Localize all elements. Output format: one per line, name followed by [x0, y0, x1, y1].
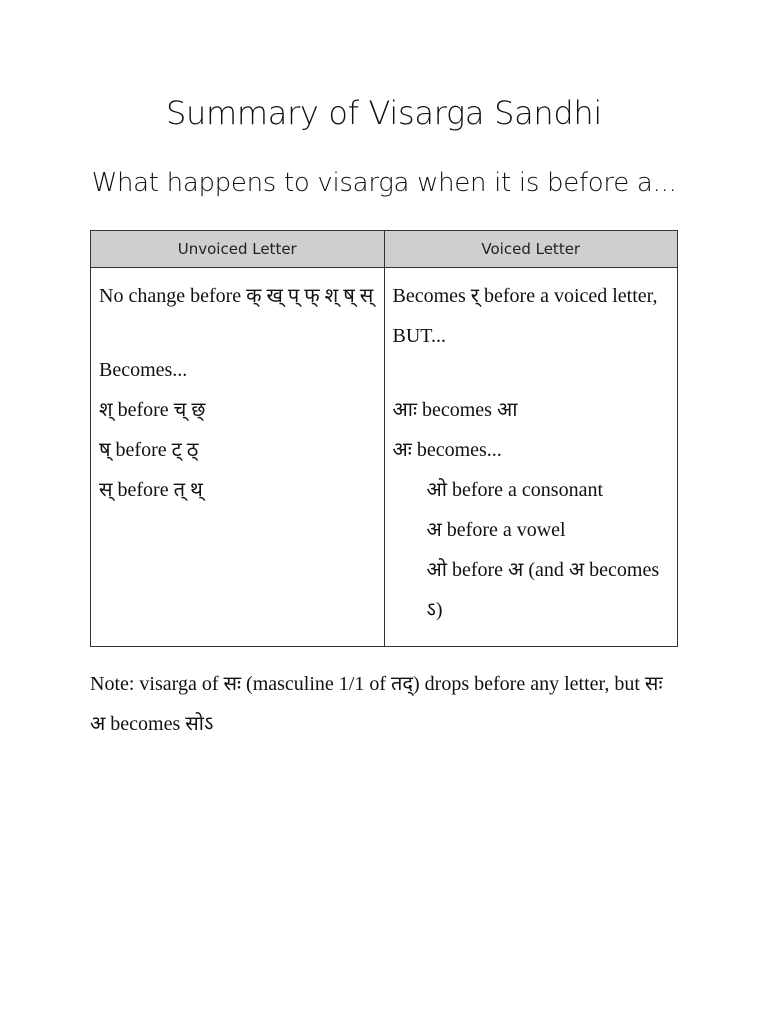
rule-ssa: ष् before ट् ठ्	[99, 439, 199, 461]
visarga-summary-table	[90, 230, 678, 647]
unvoiced-cell	[91, 268, 385, 647]
spacer	[393, 356, 672, 390]
rule-sa: स् before त् थ्	[99, 479, 203, 501]
spacer	[99, 316, 378, 350]
page-subtitle: What happens to visarga when it is before a...	[91, 168, 677, 198]
rule-sha: श् before च् छ्	[99, 399, 206, 421]
becomes-label: Becomes...	[99, 359, 188, 381]
table-header-row	[91, 231, 678, 268]
sub-rule-vowel: अ before a vowel	[426, 519, 566, 541]
header-unvoiced-letter: Unvoiced Letter	[91, 231, 385, 268]
table-row	[91, 268, 678, 647]
voiced-intro-rule: Becomes र् before a voiced letter, BUT...	[392, 285, 658, 347]
sub-rule-consonant: ओ before a consonant	[426, 479, 604, 501]
a-visarga-rule: अः becomes...	[392, 439, 502, 461]
sub-rule-before-a: ओ before अ (and अ becomes ऽ)	[426, 559, 660, 621]
aa-visarga-rule: आः becomes आ	[392, 399, 518, 421]
header-voiced-letter: Voiced Letter	[384, 231, 678, 268]
note-text: Note: visarga of सः (masculine 1/1 of तद्) drops before any letter, but सः अ becomes सोऽ	[90, 673, 663, 735]
voiced-cell	[384, 268, 678, 647]
page-title: Summary of Visarga Sandhi	[166, 94, 602, 132]
no-change-rule: No change before क् ख् प् फ् श् ष् स्	[99, 285, 374, 307]
